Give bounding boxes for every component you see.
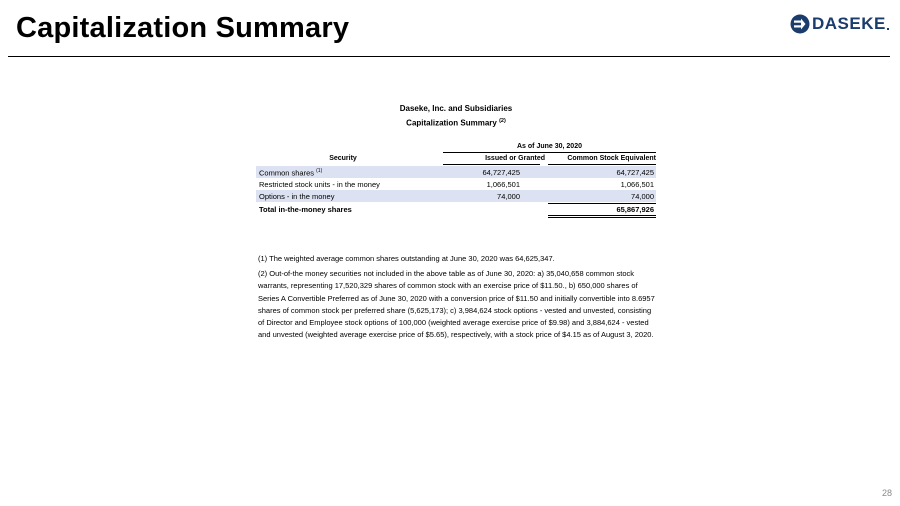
title-divider: [8, 56, 890, 57]
row-equivalent: 64,727,425: [616, 168, 654, 177]
row-equivalent: 74,000: [631, 192, 654, 201]
total-double-rule-bottom: [548, 217, 656, 218]
logo-wordmark: DASEKE: [812, 14, 886, 33]
header-divider-equivalent: [548, 164, 656, 165]
total-label: Total in-the-money shares: [259, 205, 352, 214]
row-equivalent: 1,066,501: [620, 180, 654, 189]
daseke-logo-mark-icon: [790, 14, 810, 34]
header-divider-issued: [443, 164, 540, 165]
row-issued: 74,000: [497, 192, 520, 201]
table-title-footnote: (2): [499, 118, 506, 124]
row-security: [259, 168, 322, 178]
slide-title: Capitalization Summary: [16, 12, 350, 44]
total-equivalent: 65,867,926: [616, 205, 654, 214]
row-security-label: Restricted stock units - in the money: [259, 180, 380, 189]
logo-dot: [887, 28, 889, 30]
table-company-name: Daseke, Inc. and Subsidiaries: [399, 104, 513, 113]
page-number: 28: [881, 488, 892, 498]
row-security-label: Common shares: [259, 168, 315, 178]
table-title-text: Capitalization Summary: [406, 118, 497, 128]
row-footnote: (1): [316, 168, 323, 174]
row-issued: 64,727,425: [482, 168, 520, 177]
table-row: [256, 178, 656, 190]
total-double-rule-top: [548, 215, 656, 216]
header-equivalent: Common Stock Equivalent: [567, 155, 656, 162]
table-total-row: [256, 203, 656, 215]
footnotes: [258, 253, 658, 344]
table-row: [256, 190, 656, 202]
as-of-date: As of June 30, 2020: [517, 143, 582, 150]
row-security-label: Options - in the money: [259, 192, 335, 201]
row-issued: 1,066,501: [486, 180, 520, 189]
table-row: [256, 166, 656, 178]
footnote-1: (1) The weighted average common shares outstanding at June 30, 2020 was 64,625,347.: [258, 254, 555, 263]
table-title: [256, 118, 656, 128]
footnote-2: (2) Out-of-the money securities not included in the above table as of June 30, 2020: a) 35,040,658 common stock warrants, representing 17,520,329 shares of common stock with an exercise price of $11.50., b) 650,000 shares of Series A Convertible Preferred as of June 30, 2020 with a conversion price of $11.50 and initially convertible into 8.6957 shares of common stock per preferred share (5,625,173); c) 3,984,624 stock options - vested and unvested, consisting of Director and Employee stock options of 100,000 (weighted average exercise price of $9.98) and 3,884,624 - vested and unvested (weighted average exercise price of $5.65), respectively, with a stock price of $4.15 as of August 3, 2020.: [258, 269, 655, 340]
header-issued: Issued or Granted: [485, 155, 545, 162]
header-security: Security: [329, 155, 357, 162]
daseke-logo: [790, 12, 889, 36]
